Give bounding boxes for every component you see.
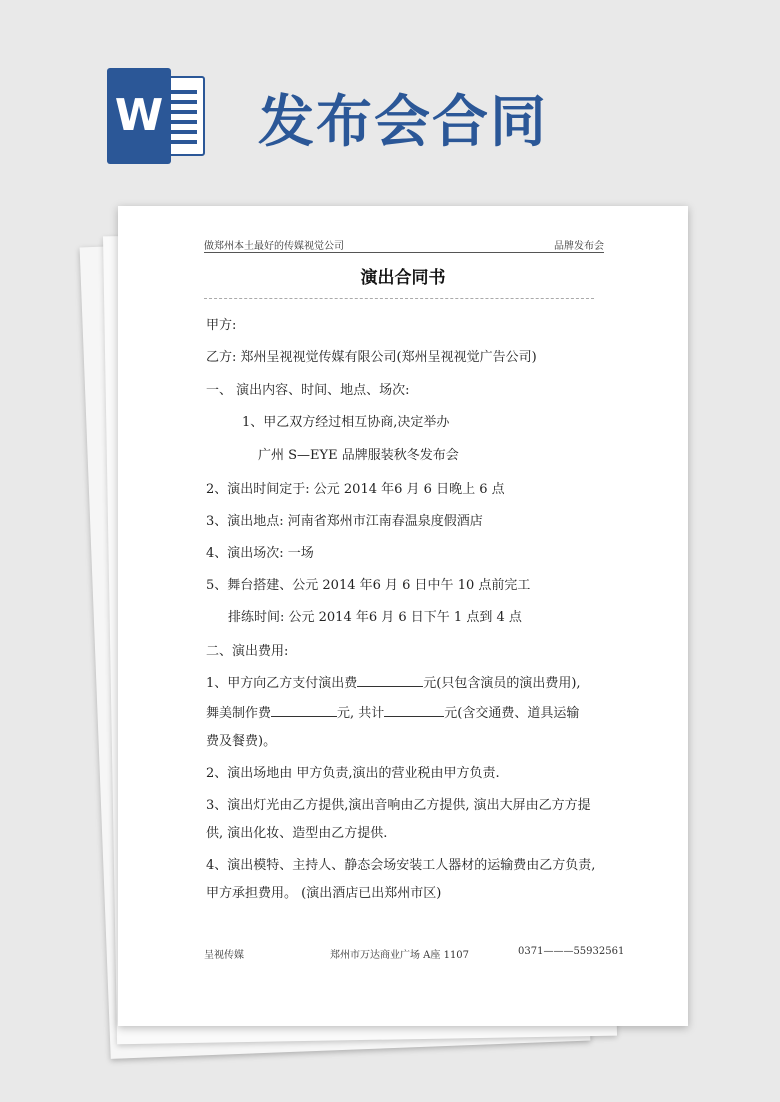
- section-1-heading: 一、 演出内容、时间、地点、场次:: [206, 383, 410, 398]
- section-1-item-4: 4、演出场次: 一场: [206, 546, 314, 561]
- text: 舞美制作费: [206, 706, 272, 721]
- banner-title: 发布会合同: [258, 90, 548, 155]
- party-b-line: 乙方: 郑州呈视视觉传媒有限公司(郑州呈视视觉广告公司): [206, 350, 537, 365]
- stage-fee-blank[interactable]: [271, 704, 337, 717]
- section-2-item-3-line-1: 3、演出灯光由乙方提供,演出音响由乙方提供, 演出大屏由乙方方提: [206, 798, 591, 813]
- total-fee-blank[interactable]: [384, 704, 444, 717]
- event-name: 广州 S—EYE 品牌服装秋冬发布会: [258, 448, 459, 463]
- title-divider: [204, 298, 594, 299]
- text: 元, 共计: [337, 706, 385, 721]
- footer-phone: 0371———55932561: [518, 946, 625, 957]
- footer-address: 郑州市万达商业广场 A座 1107: [330, 950, 470, 961]
- section-2-item-4-line-2: 甲方承担费用。 (演出酒店已出郑州市区): [206, 886, 442, 901]
- banner: [0, 0, 780, 200]
- section-2-item-1-line-2: [206, 702, 579, 721]
- section-2-item-3-line-2: 供, 演出化妆、造型由乙方提供.: [206, 826, 388, 841]
- word-letter: W: [107, 68, 171, 164]
- section-1-item-5: 5、舞台搭建、公元 2014 年6 月 6 日中午 10 点前完工: [206, 578, 531, 593]
- fee-blank[interactable]: [357, 674, 423, 687]
- rehearsal-time: 排练时间: 公元 2014 年6 月 6 日下午 1 点到 4 点: [228, 610, 522, 625]
- party-a-line: 甲方:: [206, 318, 237, 333]
- footer-company: 呈视传媒: [204, 950, 244, 961]
- section-2-item-1-line-1: [206, 672, 581, 691]
- section-1-item-3: 3、演出地点: 河南省郑州市江南春温泉度假酒店: [206, 514, 483, 529]
- header-right: 品牌发布会: [554, 241, 604, 252]
- page-header: [204, 236, 604, 253]
- section-2-heading: 二、演出费用:: [206, 644, 289, 659]
- section-2-item-4-line-1: 4、演出模特、主持人、静态会场安装工人器材的运输费由乙方负责,: [206, 858, 596, 873]
- section-1-item-1: 1、甲乙双方经过相互协商,决定举办: [242, 415, 450, 430]
- document-page: [118, 206, 688, 1026]
- text: 元(含交通费、道具运输: [444, 706, 580, 721]
- text: 元(只包含演员的演出费用),: [423, 676, 581, 691]
- word-icon: [107, 68, 207, 164]
- text: 1、甲方向乙方支付演出费: [206, 676, 358, 691]
- section-1-item-2: 2、演出时间定于: 公元 2014 年6 月 6 日晚上 6 点: [206, 482, 505, 497]
- header-left: 做郑州本土最好的传媒视觉公司: [204, 241, 344, 252]
- document-title: 演出合同书: [360, 268, 446, 288]
- section-2-item-1-line-3: 费及餐费)。: [206, 734, 277, 749]
- section-2-item-2: 2、演出场地由 甲方负责,演出的营业税由甲方负责.: [206, 766, 500, 781]
